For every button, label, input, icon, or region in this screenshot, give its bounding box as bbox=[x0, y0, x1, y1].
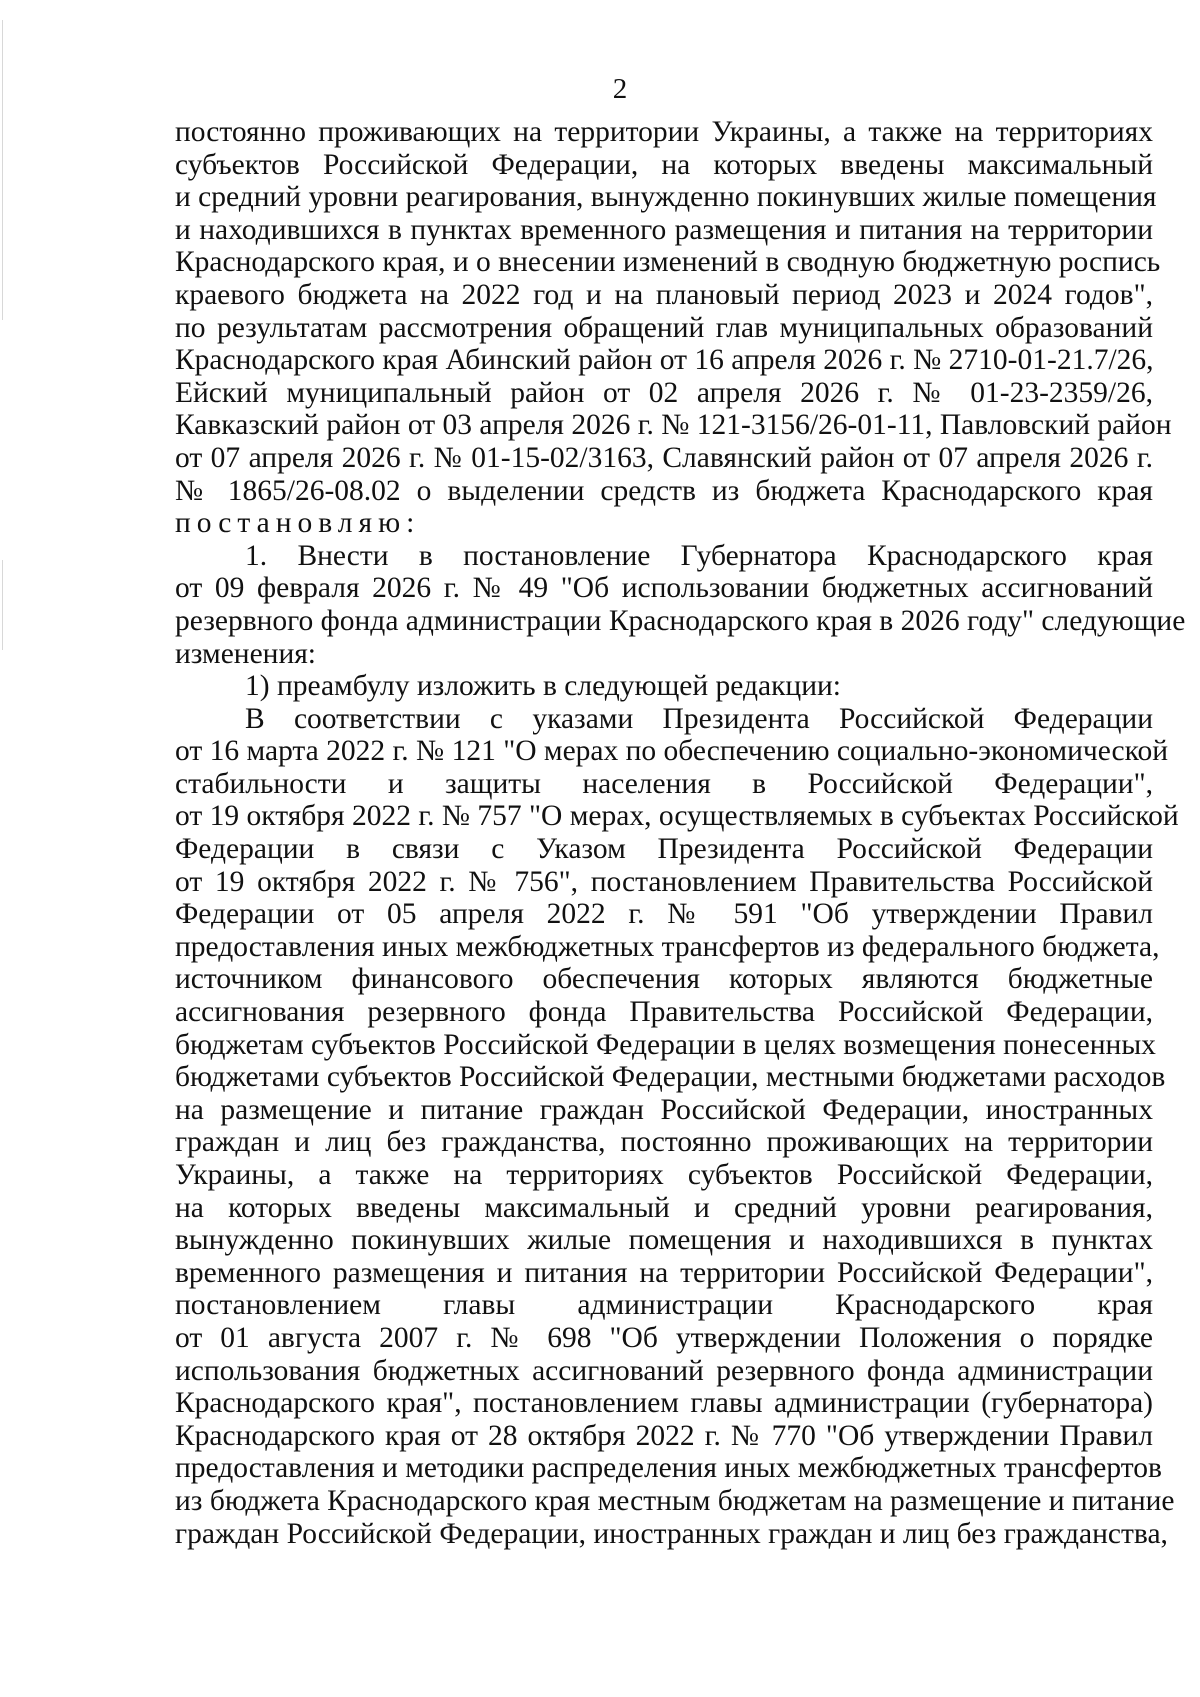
text-line: резервного фонда администрации Краснодарского края в 2026 году" следующие bbox=[175, 604, 1186, 637]
scan-edge-mark bbox=[2, 20, 3, 320]
text-line: от 09 февраля 2026 г. № 49 "Об использовании бюджетных ассигнований bbox=[175, 572, 1153, 605]
text-line: Федерации от 05 апреля 2022 г. № 591 "Об утверждении Правил bbox=[175, 898, 1153, 931]
text-line: Краснодарского края, и о внесении изменений в сводную бюджетную роспись bbox=[175, 246, 1161, 279]
text-line: граждан Российской Федерации, иностранных граждан и лиц без гражданства, bbox=[175, 1517, 1168, 1550]
text-line: Ейский муниципальный район от 02 апреля 2026 г. № 01-23-2359/26, bbox=[175, 376, 1153, 409]
text-line: временного размещения и питания на территории Российской Федерации", bbox=[175, 1256, 1153, 1289]
scan-edge-mark bbox=[2, 560, 3, 650]
text-line: бюджетами субъектов Российской Федерации, местными бюджетами расходов bbox=[175, 1061, 1166, 1094]
text-line: краевого бюджета на 2022 год и на плановый период 2023 и 2024 годов", bbox=[175, 278, 1153, 311]
text-line: на размещение и питание граждан Российской Федерации, иностранных bbox=[175, 1093, 1153, 1126]
text-line: и средний уровни реагирования, вынужденно покинувших жилые помещения bbox=[175, 181, 1157, 214]
text-line: из бюджета Краснодарского края местным бюджетам на размещение и питание bbox=[175, 1484, 1175, 1517]
text-line: 1. Внести в постановление Губернатора Краснодарского края bbox=[245, 539, 1153, 572]
text-line: Краснодарского края Абинский район от 16 апреля 2026 г. № 2710-01-21.7/26, bbox=[175, 344, 1154, 377]
text-line: на которых введены максимальный и средний уровни реагирования, bbox=[175, 1191, 1153, 1224]
text-line: граждан и лиц без гражданства, постоянно проживающих на территории bbox=[175, 1126, 1153, 1159]
text-line: источником финансового обеспечения которых являются бюджетные bbox=[175, 963, 1153, 996]
text-line: постоянно проживающих на территории Украины, а также на территориях bbox=[175, 116, 1153, 148]
text-line: В соответствии с указами Президента Российской Федерации bbox=[245, 702, 1153, 735]
text-line: по результатам рассмотрения обращений глав муниципальных образований bbox=[175, 311, 1153, 344]
text-line: 1) преамбулу изложить в следующей редакции: bbox=[245, 670, 841, 703]
text-line: Краснодарского края от 28 октября 2022 г. № 770 "Об утверждении Правил bbox=[175, 1419, 1153, 1452]
text-line: предоставления и методики распределения иных межбюджетных трансфертов bbox=[175, 1452, 1162, 1485]
text-line: вынужденно покинувших жилые помещения и находившихся в пунктах bbox=[175, 1224, 1153, 1257]
text-line: от 07 апреля 2026 г. № 01-15-02/3163, Славянский район от 07 апреля 2026 г. bbox=[175, 441, 1153, 474]
text-line: стабильности и защиты населения в Российской Федерации", bbox=[175, 767, 1153, 800]
text-line: от 19 октября 2022 г. № 757 "О мерах, осуществляемых в субъектах Российской bbox=[175, 800, 1179, 833]
text-line: постановляю: bbox=[175, 507, 421, 540]
text-line: от 01 августа 2007 г. № 698 "Об утверждении Положения о порядке bbox=[175, 1321, 1153, 1354]
text-line: Федерации в связи с Указом Президента Российской Федерации bbox=[175, 833, 1153, 866]
text-line: субъектов Российской Федерации, на которых введены максимальный bbox=[175, 148, 1153, 181]
text-line: от 16 марта 2022 г. № 121 "О мерах по обеспечению социально-экономической bbox=[175, 735, 1169, 768]
text-line: Украины, а также на территориях субъектов Российской Федерации, bbox=[175, 1159, 1153, 1191]
text-line: ассигнования резервного фонда Правительства Российской Федерации, bbox=[175, 996, 1153, 1029]
page-number: 2 bbox=[612, 73, 628, 105]
text-line: изменения: bbox=[175, 637, 317, 670]
text-line: Краснодарского края", постановлением главы администрации (губернатора) bbox=[175, 1387, 1153, 1420]
text-line: и находившихся в пунктах временного размещения и питания на территории bbox=[175, 213, 1153, 246]
document-body bbox=[175, 116, 1186, 1550]
text-line: использования бюджетных ассигнований резервного фонда администрации bbox=[175, 1354, 1153, 1387]
text-line: бюджетам субъектов Российской Федерации в целях возмещения понесенных bbox=[175, 1028, 1156, 1061]
text-line: постановлением главы администрации Краснодарского края bbox=[175, 1289, 1153, 1322]
text-line: № 1865/26-08.02 о выделении средств из бюджета Краснодарского края bbox=[175, 474, 1153, 507]
text-line: предоставления иных межбюджетных трансфертов из федерального бюджета, bbox=[175, 930, 1160, 963]
text-line: Кавказский район от 03 апреля 2026 г. № 121-3156/26-01-11, Павловский район bbox=[175, 409, 1172, 442]
text-line: от 19 октября 2022 г. № 756", постановлением Правительства Российской bbox=[175, 865, 1153, 898]
